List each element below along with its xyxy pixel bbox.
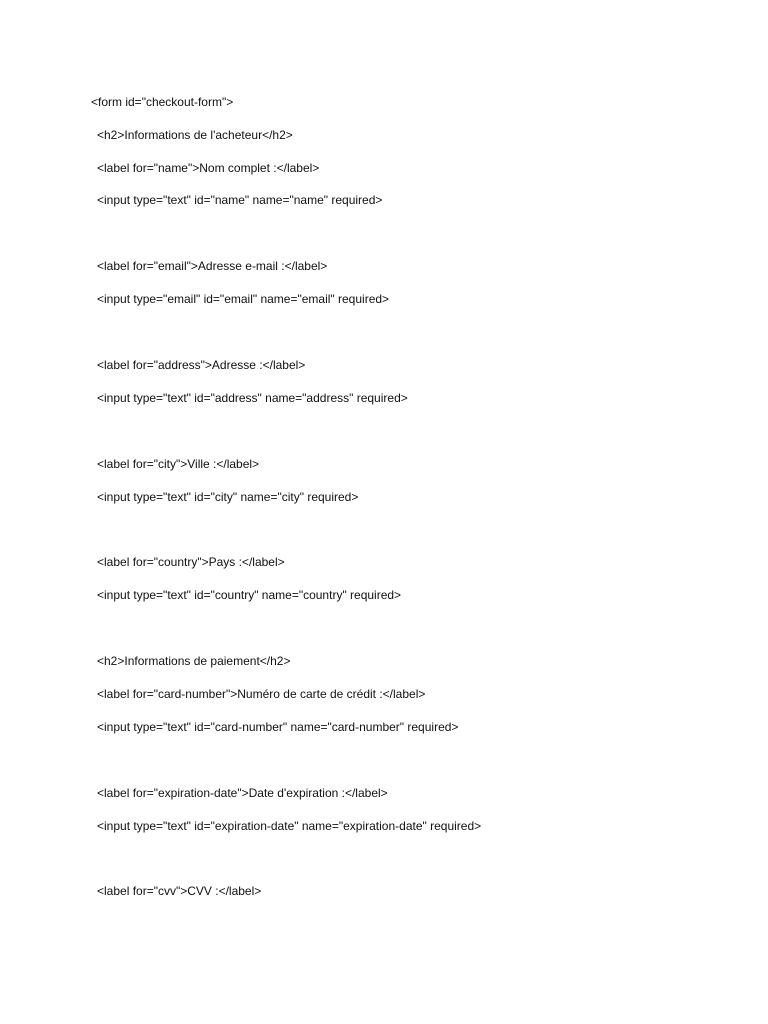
- code-line-input-address: <input type="text" id="address" name="address" required>: [97, 391, 408, 405]
- code-line-h2-buyer-info: <h2>Informations de l'acheteur</h2>: [97, 128, 293, 142]
- code-line-input-name: <input type="text" id="name" name="name" required>: [97, 193, 383, 207]
- code-line-input-city: <input type="text" id="city" name="city" required>: [97, 490, 359, 504]
- code-line-input-country: <input type="text" id="country" name="country" required>: [97, 588, 402, 602]
- code-line-form-open: <form id="checkout-form">: [91, 95, 234, 109]
- code-line-input-card-number: <input type="text" id="card-number" name="card-number" required>: [97, 720, 459, 734]
- code-line-label-country: <label for="country">Pays :</label>: [97, 555, 285, 569]
- code-line-label-address: <label for="address">Adresse :</label>: [97, 358, 306, 372]
- code-line-label-email: <label for="email">Adresse e-mail :</label>: [97, 259, 328, 273]
- code-line-label-expiration-date: <label for="expiration-date">Date d'expiration :</label>: [97, 786, 388, 800]
- code-line-label-name: <label for="name">Nom complet :</label>: [97, 161, 320, 175]
- code-line-input-expiration-date: <input type="text" id="expiration-date" name="expiration-date" required>: [97, 819, 482, 833]
- code-line-h2-payment-info: <h2>Informations de paiement</h2>: [97, 654, 291, 668]
- code-line-label-city: <label for="city">Ville :</label>: [97, 457, 260, 471]
- code-line-label-card-number: <label for="card-number">Numéro de carte de crédit :</label>: [97, 687, 426, 701]
- code-line-input-email: <input type="email" id="email" name="email" required>: [97, 292, 390, 306]
- code-line-label-cvv: <label for="cvv">CVV :</label>: [97, 884, 262, 898]
